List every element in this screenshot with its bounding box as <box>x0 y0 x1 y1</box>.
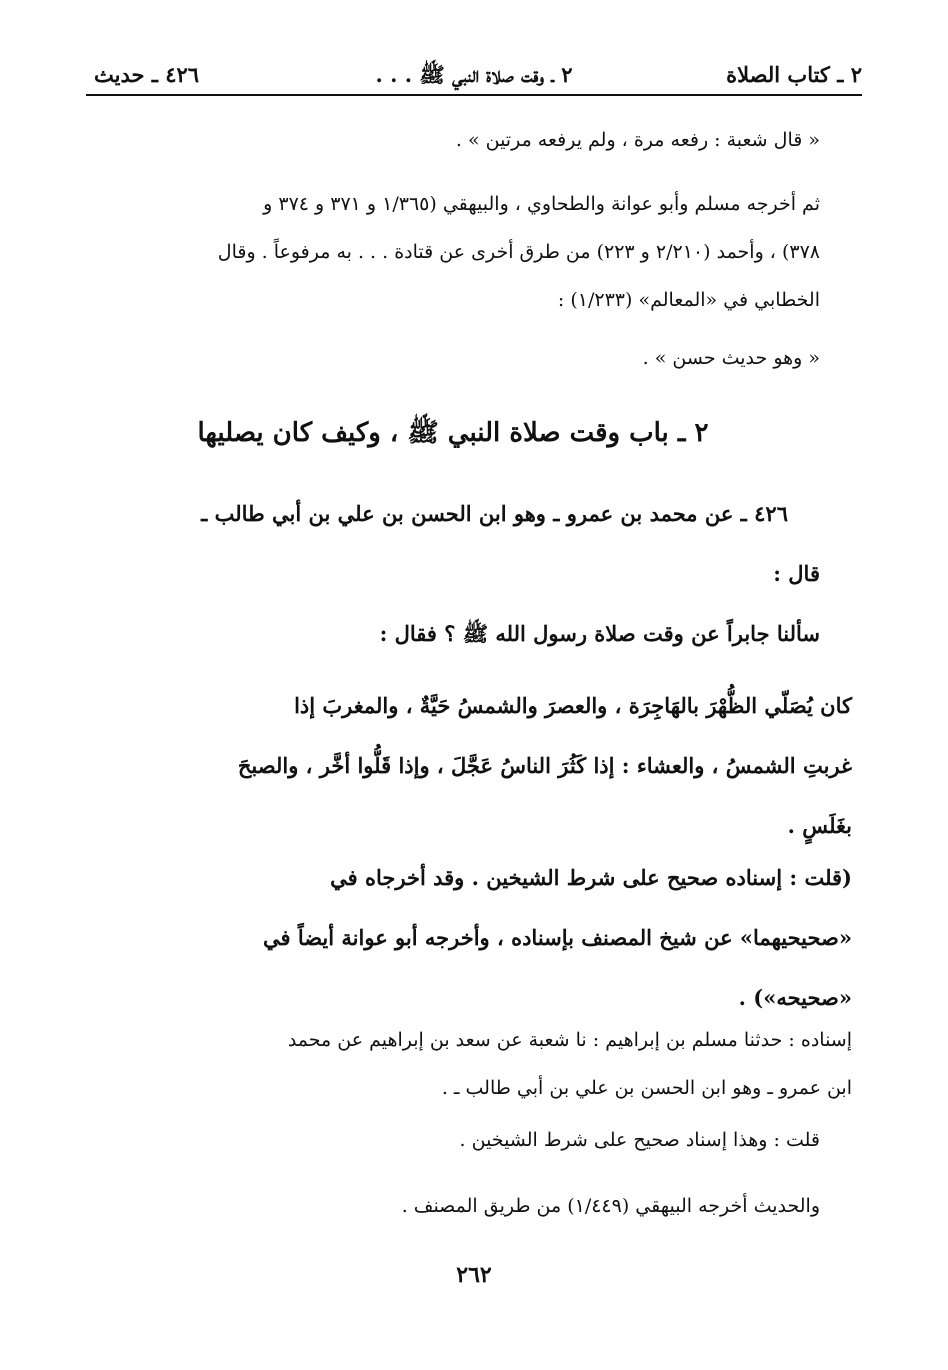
text-line: ٤٢٦ ـ عن محمد بن عمرو ـ وهو ابن الحسن بن علي بن أبي طالب ـ <box>201 501 788 526</box>
text-line: بغَلَسٍ . <box>787 813 852 838</box>
header-book-title: ٢ ـ كتاب الصلاة <box>726 62 862 87</box>
hadith-question <box>200 604 820 664</box>
text-line: إسناده : حدثنا مسلم بن إبراهيم : نا شعبة عن سعد بن إبراهيم عن محمد <box>287 1029 852 1051</box>
text-line: « قال شعبة : رفعه مرة ، ولم يرفعه مرتين » . <box>455 129 820 151</box>
text-line: الخطابي في «المعالم» (١/٢٣٣) : <box>557 289 820 311</box>
hadith-matn <box>86 676 852 856</box>
text-line: غربتِ الشمسُ ، والعشاء : إذا كَثُرَ الناسُ عَجَّلَ ، وإذا قَلُّوا أخَّر ، والصبحَ <box>237 753 852 778</box>
text-line: سألنا جابراً عن وقت صلاة رسول الله ﷺ ؟ فقال : <box>379 621 820 646</box>
text-line: ٣٧٨) ، وأحمد (٢/٢١٠ و ٢٢٣) من طرق أخرى عن قتادة . . . به مرفوعاً . وقال <box>217 241 820 263</box>
qultu-line <box>300 1116 820 1164</box>
final-line <box>250 1182 820 1230</box>
header-rule <box>86 94 862 96</box>
header-chapter-title: ٢ ـ وقت صلاة النبي ﷺ . . . <box>375 62 573 87</box>
text-line: ثم أخرجه مسلم وأبو عوانة والطحاوي ، والبيهقي (١/٣٦٥ و ٣٧١ و ٣٧٤ و <box>263 193 820 215</box>
header-hadith-number: ٤٢٦ ـ حديث <box>94 62 200 87</box>
text-line: (قلت : إسناده صحيح على شرط الشيخين . وقد أخرجاه في <box>330 865 852 890</box>
text-line: «صحيحه») . <box>738 985 852 1010</box>
running-header <box>86 56 862 96</box>
text-line: «صحيحيهما» عن شيخ المصنف بإسناده ، وأخرجه أبو عوانة أيضاً في <box>262 925 852 950</box>
takhrij-paragraph <box>86 180 820 324</box>
text-line: والحديث أخرجه البيهقي (١/٤٤٩) من طريق المصنف . <box>401 1195 820 1217</box>
quote-hasan <box>300 334 820 382</box>
page-number: ٢٦٢ <box>456 1262 492 1288</box>
isnad-paragraph <box>86 1016 852 1112</box>
quote-shuba <box>200 116 820 164</box>
chapter-heading: ٢ ـ باب وقت صلاة النبي ﷺ ، وكيف كان يصليها <box>197 418 709 448</box>
text-line: قلت : وهذا إسناد صحيح على شرط الشيخين . <box>459 1129 820 1151</box>
author-comment <box>86 848 852 1028</box>
text-line: ابن عمرو ـ وهو ابن الحسن بن علي بن أبي طالب ـ . <box>441 1077 852 1099</box>
text-line: قال : <box>773 561 820 586</box>
text-line: كان يُصَلّي الظُّهْرَ بالهَاجِرَة ، والعصرَ والشمسُ حَيَّةٌ ، والمغربَ إذا <box>294 693 852 718</box>
text-line: « وهو حديث حسن » . <box>642 347 820 369</box>
hadith-intro <box>86 484 820 604</box>
